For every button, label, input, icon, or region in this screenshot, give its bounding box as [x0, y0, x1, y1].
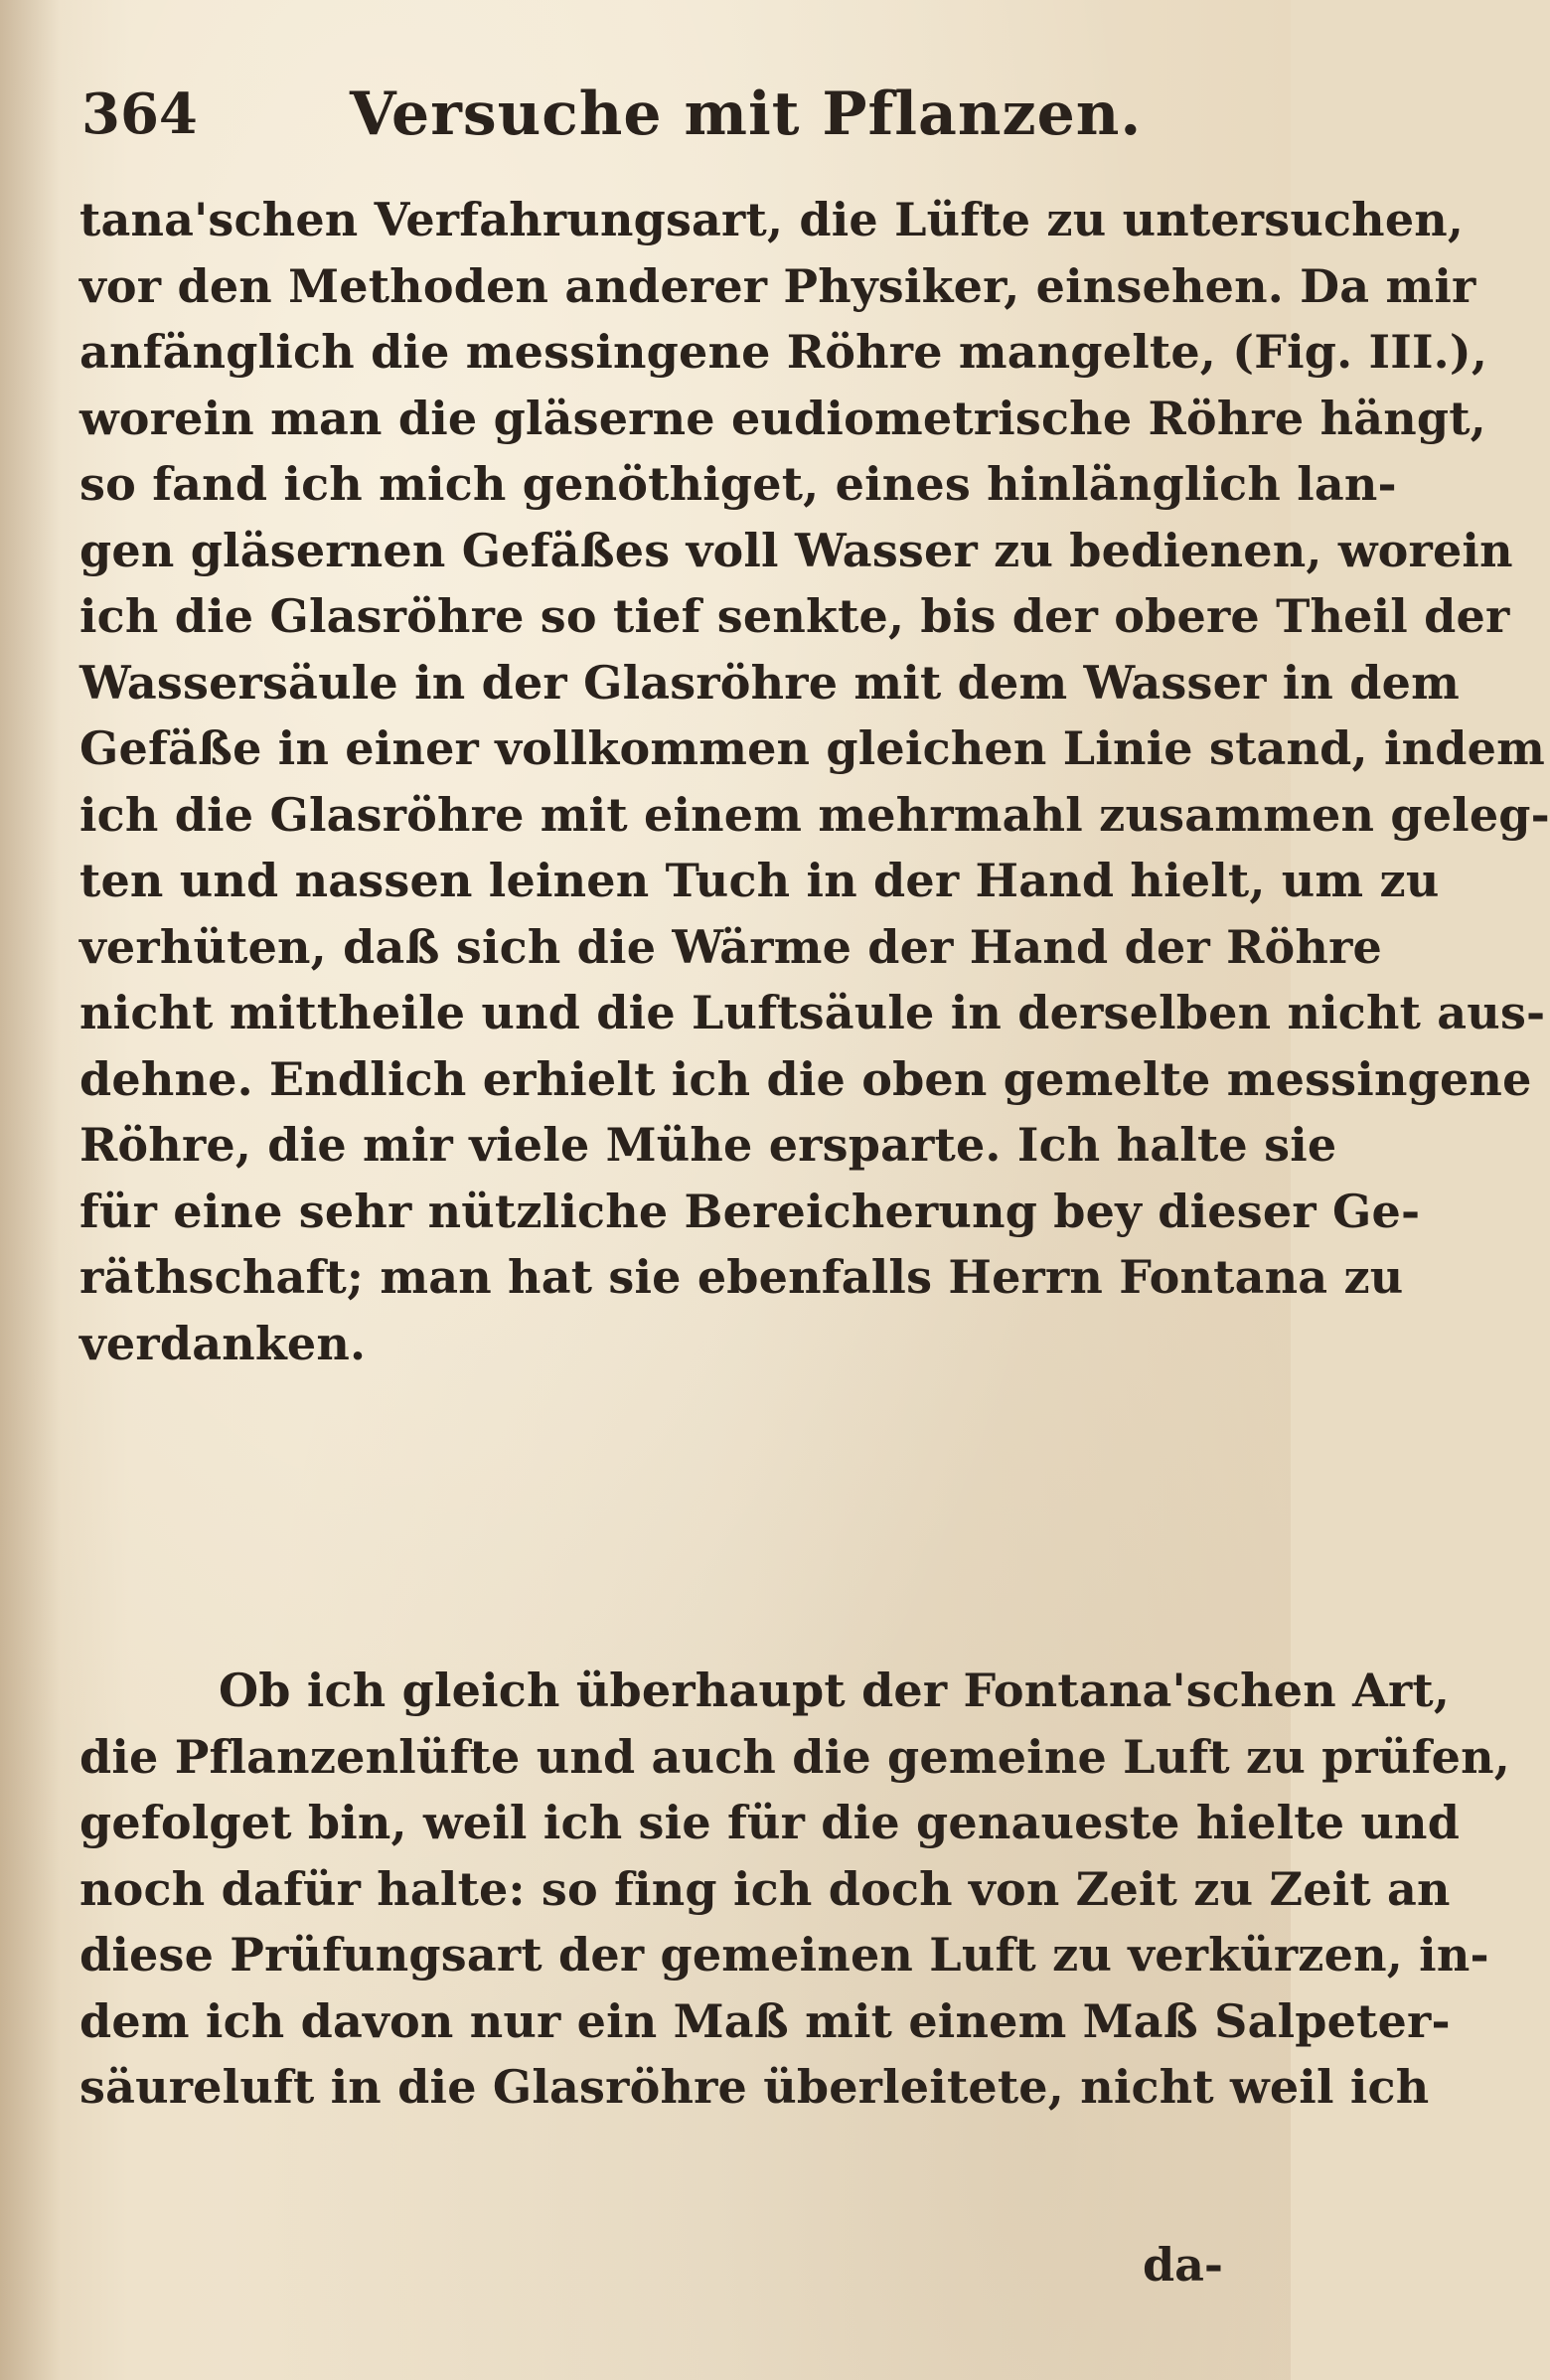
text-line: diese Prüfungsart der gemeinen Luft zu verkürzen, in- [79, 1928, 1489, 1982]
text-line: dehne. Endlich erhielt ich die oben gemelte messingene [79, 1051, 1532, 1106]
paragraph-2 [79, 1658, 1510, 2121]
text-line: Gefäße in einer vollkommen gleichen Linie stand, indem [79, 721, 1545, 775]
text-line: gen gläsernen Gefäßes voll Wasser zu bedienen, worein [79, 523, 1513, 577]
binding-shadow [0, 0, 60, 2380]
text-line: verhüten, daß sich die Wärme der Hand der Röhre [79, 919, 1382, 974]
text-line: verdanken. [79, 1316, 367, 1370]
text-line: ten und nassen leinen Tuch in der Hand hielt, um zu [79, 854, 1440, 907]
text-line: worein man die gläserne eudiometrische Röhre hängt, [79, 391, 1486, 445]
page-number: 364 [81, 81, 198, 147]
text-line: noch dafür halte: so fing ich doch von Zeit zu Zeit an [79, 1861, 1451, 1916]
text-line: gefolget bin, weil ich sie für die genaueste hielte und [79, 1796, 1461, 1849]
page-header [81, 70, 1224, 159]
text-line: für eine sehr nützliche Bereicherung bey dieser Ge- [79, 1184, 1421, 1238]
text-line: ich die Glasröhre mit einem mehrmahl zusammen geleg- [79, 787, 1550, 842]
text-line: Ob ich gleich überhaupt der Fontana'schen Art, [219, 1664, 1451, 1717]
paragraph-1 [79, 187, 1550, 1376]
text-line: tana'schen Verfahrungsart, die Lüfte zu untersuchen, [79, 193, 1465, 246]
text-line: nicht mittheile und die Luftsäule in derselben nicht aus- [79, 986, 1546, 1039]
text-line: die Pflanzenlüfte und auch die gemeine Luft zu prüfen, [79, 1729, 1510, 1784]
text-line: anfänglich die messingene Röhre mangelte, (Fig. III.), [79, 325, 1488, 379]
text-line: räthschaft; man hat sie ebenfalls Herrn Fontana zu [79, 1250, 1404, 1304]
text-line: Wassersäule in der Glasröhre mit dem Wasser in dem [79, 655, 1460, 710]
text-line: dem ich davon nur ein Maß mit einem Maß Salpeter- [79, 1993, 1451, 2048]
text-line: Röhre, die mir viele Mühe ersparte. Ich halte sie [79, 1118, 1337, 1172]
text-line: ich die Glasröhre so tief senkte, bis der obere Theil der [79, 589, 1510, 643]
running-title: Versuche mit Pflanzen. [350, 79, 1143, 149]
text-line: säureluft in die Glasröhre überleitete, nicht weil ich [79, 2060, 1430, 2114]
text-line: so fand ich mich genöthiget, eines hinlänglich lan- [79, 457, 1397, 511]
catchword: da- [1142, 2238, 1223, 2292]
text-line: vor den Methoden anderer Physiker, einsehen. Da mir [79, 258, 1476, 313]
